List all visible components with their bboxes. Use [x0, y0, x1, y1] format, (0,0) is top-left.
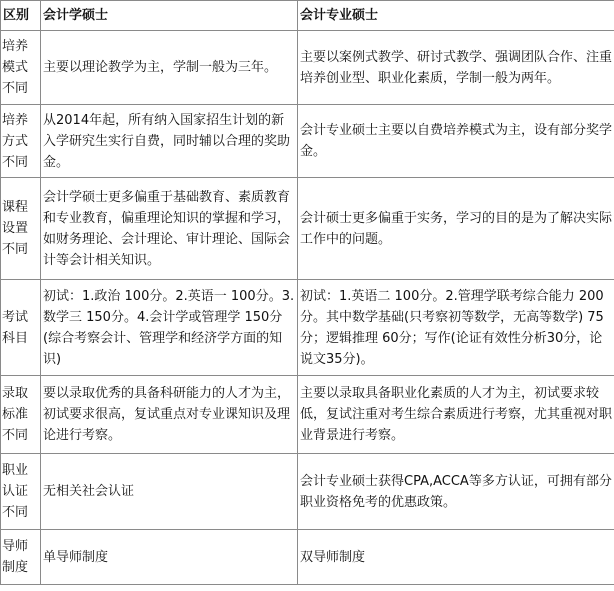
header-difference: 区别	[1, 1, 41, 31]
row-label: 培养方式不同	[1, 105, 41, 178]
academic-cell: 单导师制度	[41, 530, 298, 585]
professional-cell: 初试：1.英语二 100分。2.管理学联考综合能力 200分。其中数学基础(只考察初等数学，无高等数学) 75分；逻辑推理 60分；写作(论证有效性分析30分，论说文35分)。	[298, 280, 614, 376]
academic-cell: 从2014年起，所有纳入国家招生计划的新入学研究生实行自费，同时辅以合理的奖助金。	[41, 105, 298, 178]
table-row	[1, 280, 614, 376]
professional-cell: 会计硕士更多偏重于实务，学习的目的是为了解决实际工作中的问题。	[298, 178, 614, 280]
academic-cell: 会计学硕士更多偏重于基础教育、素质教育和专业教育，偏重理论知识的掌握和学习，如财务理论、会计理论、审计理论、国际会计等会计相关知识。	[41, 178, 298, 280]
table-row	[1, 105, 614, 178]
professional-cell: 会计专业硕士主要以自费培养模式为主，设有部分奖学金。	[298, 105, 614, 178]
professional-cell: 主要以案例式教学、研讨式教学、强调团队合作、注重培养创业型、职业化素质，学制一般为两年。	[298, 31, 614, 105]
professional-cell: 主要以录取具备职业化素质的人才为主，初试要求较低，复试注重对考生综合素质进行考察，尤其重视对职业背景进行考察。	[298, 376, 614, 454]
table-row	[1, 31, 614, 105]
row-label: 课程设置不同	[1, 178, 41, 280]
row-label: 录取标准不同	[1, 376, 41, 454]
header-professional-master: 会计专业硕士	[298, 1, 614, 31]
row-label: 职业认证不同	[1, 454, 41, 530]
academic-cell: 初试：1.政治 100分。2.英语一 100分。3.数学三 150分。4.会计学或管理学 150分(综合考察会计、管理学和经济学方面的知识)	[41, 280, 298, 376]
header-academic-master: 会计学硕士	[41, 1, 298, 31]
row-label: 导师制度	[1, 530, 41, 585]
academic-cell: 要以录取优秀的具备科研能力的人才为主，初试要求很高，复试重点对专业课知识及理论进行考察。	[41, 376, 298, 454]
professional-cell: 会计专业硕士获得CPA,ACCA等多方认证，可拥有部分职业资格免考的优惠政策。	[298, 454, 614, 530]
table-row	[1, 178, 614, 280]
academic-cell: 主要以理论教学为主，学制一般为三年。	[41, 31, 298, 105]
table-row	[1, 454, 614, 530]
academic-cell: 无相关社会认证	[41, 454, 298, 530]
professional-cell: 双导师制度	[298, 530, 614, 585]
row-label: 考试科目	[1, 280, 41, 376]
table-row	[1, 376, 614, 454]
row-label: 培养模式不同	[1, 31, 41, 105]
table-header-row	[1, 1, 614, 31]
table-row	[1, 530, 614, 585]
